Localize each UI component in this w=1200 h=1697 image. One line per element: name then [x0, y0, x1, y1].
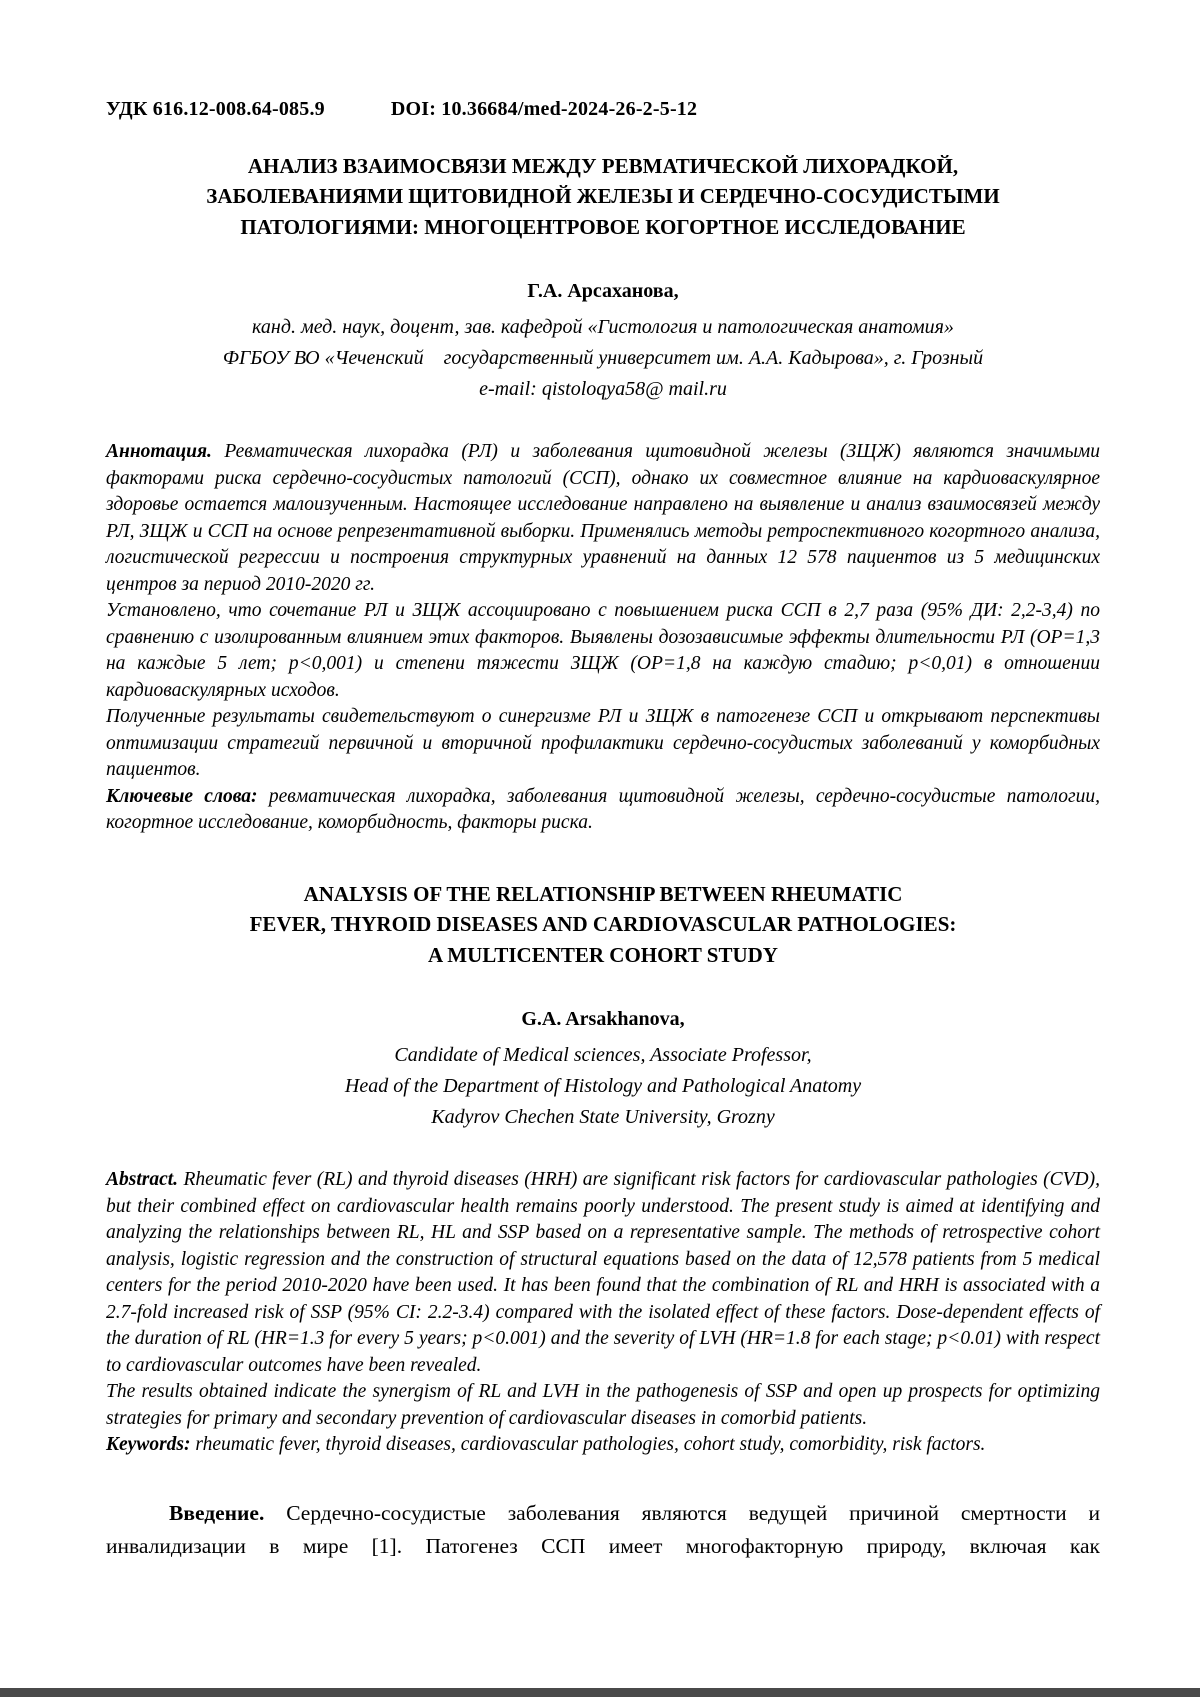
abstract-en-label: Abstract.: [106, 1169, 184, 1191]
article-title-en: ANALYSIS OF THE RELATIONSHIP BETWEEN RHEUMATIC FEVER, THYROID DISEASES AND CARDIOVASCULAR PATHOLOGIES: A MULTICENTER COHORT STUDY: [249, 881, 957, 967]
doi-number: DOI: 10.36684/med-2024-26-2-5-12: [390, 98, 698, 120]
abstract-ru-paragraph-3: [106, 704, 1100, 784]
abstract-ru-paragraph-1: [106, 439, 1100, 598]
author-name-en: G.A. Arsakhanova,: [521, 1008, 685, 1031]
abstract-ru-label: Аннотация.: [106, 441, 225, 463]
affiliation-ru-degree: канд. мед. наук, доцент, зав. кафедрой «Гистология и патологическая анатомия»: [252, 316, 954, 339]
keywords-en-label: Keywords:: [106, 1434, 196, 1456]
abstract-en-paragraph-1: [106, 1167, 1100, 1379]
affiliation-en-university: Kadyrov Chechen State University, Grozny: [431, 1106, 775, 1129]
keywords-ru-text: ревматическая лихорадка, заболевания щитовидной железы, сердечно-сосудистые патологии, когортное исследование, коморбидность, факторы риска.: [106, 785, 1101, 834]
introduction-heading: Введение.: [169, 1500, 287, 1525]
abstract-ru-paragraph-2: [106, 598, 1100, 704]
udk-number: УДК 616.12-008.64-085.9: [106, 98, 325, 120]
abstract-ru-text-2: Установлено, что сочетание РЛ и ЗЩЖ ассоциировано с повышением риска ССП в 2,7 раза (95% ДИ: 2,2-3,4) по сравнению с изолированным влиянием этих факторов. Выявлены дозозависимые эффекты длительности РЛ (ОР=1,3 на каждые 5 лет; p<0,001) и степени тяжести ЗЩЖ (ОР=1,8 на каждую стадию; p<0,01) в отношении кардиоваскулярных исходов.: [106, 600, 1100, 701]
affiliation-en: [106, 1040, 1100, 1133]
abstract-ru: [106, 439, 1100, 837]
affiliation-ru-email: e-mail: qistoloqya58@ mail.ru: [479, 378, 727, 401]
abstract-en: [106, 1167, 1100, 1459]
author-name-ru: Г.А. Арсаханова,: [527, 280, 679, 303]
abstract-en-text-1: Rheumatic fever (RL) and thyroid diseases (HRH) are significant risk factors for cardiovascular pathologies (CVD), but their combined effect on cardiovascular health remains poorly understood. The present study is aimed at identifying and analyzing the relationships between RL, HL and SSP based on a representative sample. The methods of retrospective cohort analysis, logistic regression and the construction of structural equations based on the data of 12,578 patients from 5 medical centers for the period 2010-2020 have been used. It has been found that the combination of RL and HRH is associated with a 2.7-fold increased risk of SSP (95% CI: 2.2-3.4) compared with the isolated effect of these factors. Dose-dependent effects of the duration of RL (HR=1.3 for every 5 years; p<0.001) and the severity of LVH (HR=1.8 for each stage; p<0.01) with respect to cardiovascular outcomes have been revealed.: [106, 1169, 1100, 1376]
introduction-paragraph: [106, 1497, 1100, 1564]
page-bottom-edge: [0, 1688, 1200, 1697]
keywords-ru-label: Ключевые слова:: [106, 785, 269, 807]
abstract-ru-text-3: Полученные результаты свидетельствуют о синергизме РЛ и ЗЩЖ в патогенезе ССП и открывают перспективы оптимизации стратегий первичной и вторичной профилактики сердечно-сосудистых заболеваний у коморбидных пациентов.: [106, 706, 1100, 781]
abstract-en-paragraph-2: [106, 1379, 1100, 1432]
affiliation-ru: [106, 312, 1100, 405]
article-title-ru: АНАЛИЗ ВЗАИМОСВЯЗИ МЕЖДУ РЕВМАТИЧЕСКОЙ ЛИХОРАДКОЙ, ЗАБОЛЕВАНИЯМИ ЩИТОВИДНОЙ ЖЕЛЕЗЫ И СЕРДЕЧНО-СОСУДИСТЫМИ ПАТОЛОГИЯМИ: МНОГОЦЕНТРОВОЕ КОГОРТНОЕ ИССЛЕДОВАНИЕ: [206, 154, 1000, 239]
affiliation-ru-university: ФГБОУ ВО «Чеченский государственный университет им. А.А. Кадырова», г. Грозный: [222, 347, 984, 370]
abstract-en-text-2: The results obtained indicate the synergism of RL and LVH in the pathogenesis of SSP and open up prospects for optimizing strategies for primary and secondary prevention of cardiovascular diseases in comorbid patients.: [106, 1381, 1100, 1429]
keywords-en-text: rheumatic fever, thyroid diseases, cardiovascular pathologies, cohort study, comorbidity, risk factors.: [195, 1434, 986, 1456]
affiliation-en-department: Head of the Department of Histology and Pathological Anatomy: [344, 1075, 862, 1098]
introduction-text: Сердечно-сосудистые заболевания являются ведущей причиной смертности и инвалидизации в мире [1]. Патогенез ССП имеет многофакторную природу, включая как: [106, 1500, 1100, 1558]
abstract-ru-text-1: Ревматическая лихорадка (РЛ) и заболевания щитовидной железы (ЗЩЖ) являются значимыми факторами риска сердечно-сосудистых патологий (ССП), однако их совместное влияние на кардиоваскулярное здоровье остается малоизученным. Настоящее исследование направлено на выявление и анализ взаимосвязей между РЛ, ЗЩЖ и ССП на основе репрезентативной выборки. Применялись методы ретроспективного когортного анализа, логистической регрессии и построения структурных уравнений на данных 12 578 пациентов из 5 медицинских центров за период 2010-2020 гг.: [106, 441, 1100, 595]
keywords-ru-paragraph: [106, 784, 1100, 837]
header-row: [106, 98, 1100, 121]
affiliation-en-degree: Candidate of Medical sciences, Associate Professor,: [394, 1044, 812, 1067]
keywords-en-paragraph: [106, 1432, 1100, 1459]
